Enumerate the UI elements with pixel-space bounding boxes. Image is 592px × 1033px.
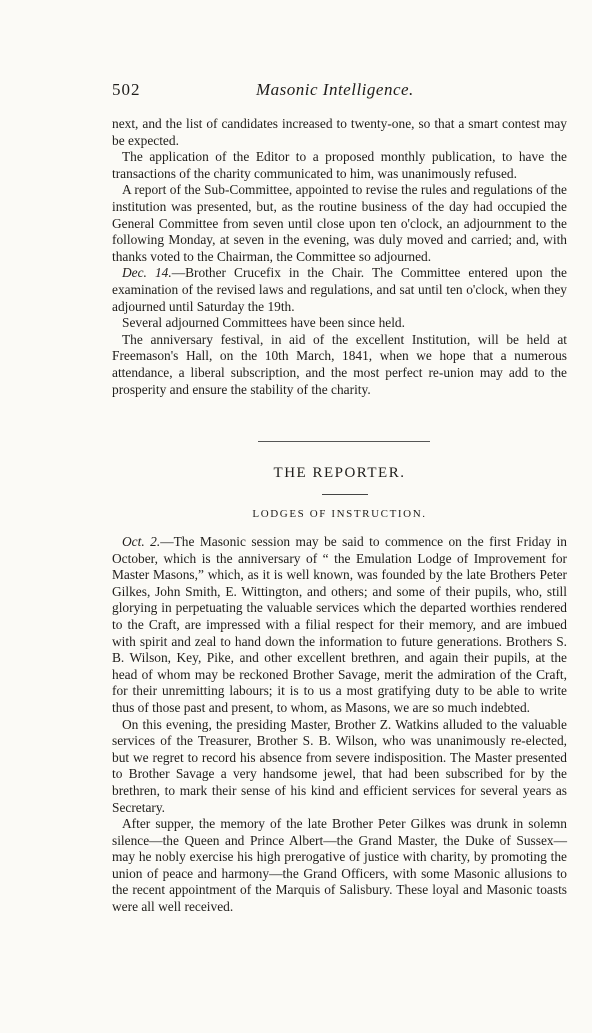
paragraph: The anniversary festival, in aid of the excellent Institution, will be held at Freemason's Hall, on the 10th March, 1841, when we hope that a numerous attendance, a liberal subscription, and the most perfect re-union may add to the prosperity and ensure the stability of the charity. [112,331,567,397]
paragraph: The application of the Editor to a proposed monthly publication, to have the transactions of the charity communicated to him, was unanimously refused. [112,149,567,181]
section-divider [258,441,430,442]
running-title: Masonic Intelligence. [256,80,414,99]
paragraph: Several adjourned Committees have been since held. [122,315,405,331]
committee-report-text [112,116,567,398]
reporter-text [112,534,567,916]
paragraph: On this evening, the presiding Master, Brother Z. Watkins alluded to the valuable services of the Treasurer, Brother S. B. Wilson, who was unanimously re-elected, but we regret to record his absence from severe indisposition. The Master presented to Brother Savage a very handsome jewel, that had been subscribed for by the brethren, to mark their sense of his kind and efficient services for several years as Secretary. [112,716,567,815]
paragraph: A report of the Sub-Committee, appointed to revise the rules and regulations of the institution was presented, but, as the routine business of the day had occupied the General Committee from seven until close upon ten o'clock, an adjournment to the following Monday, at seven in the evening, was duly moved and carried; and, with thanks voted to the Chairman, the Committee so adjourned. [112,182,567,264]
section-title: THE REPORTER. [273,465,406,481]
page-header [112,80,567,104]
subsection-title: LODGES OF INSTRUCTION. [252,508,427,520]
paragraph: next, and the list of candidates increased to twenty-one, so that a smart contest may be expected. [112,116,567,148]
paragraph [112,265,567,315]
entry-date: Oct. 2. [122,534,161,549]
page-number: 502 [112,80,141,99]
entry-text: —Brother Crucefix in the Chair. The Committee entered upon the examination of the revised laws and regulations, and sat until ten o'clock, when they adjourned until Saturday the 19th. [112,265,568,314]
title-divider [322,494,368,495]
entry-text: —The Masonic session may be said to commence on the first Friday in October, which is the anniversary of “ the Emulation Lodge of Improvement for Master Masons,” which, as it is well known, was founded by the late Brothers Peter Gilkes, John Smith, E. Wittington, and others; and some of their pupils, who, still glorying in perpetuating the valuable services which the departed worthies rendered to the Craft, are impressed with a filial respect for their memory, and are imbued with spirit and zeal to hand down the information to future generations. Brothers S. B. Wilson, Key, Pike, and other excellent brethren, and again their pupils, at the head of whom may be reckoned Brother Savage, merit the admiration of the Craft, for their unremitting labours; it is to us a most gratifying duty to be able to write thus of those past and present, to whom, as Masons, we are so much indebted. [112,534,567,715]
paragraph: After supper, the memory of the late Brother Peter Gilkes was drunk in solemn silence—the Queen and Prince Albert—the Grand Master, the Duke of Sussex—may he nobly exercise his high prerogative of justice with charity, by promoting the union of peace and harmony—the Grand Officers, with some Masonic allusions to the recent appointment of the Marquis of Salisbury. These loyal and Masonic toasts were all well received. [112,816,567,915]
entry-date: Dec. 14. [122,265,172,281]
paragraph [112,534,567,717]
